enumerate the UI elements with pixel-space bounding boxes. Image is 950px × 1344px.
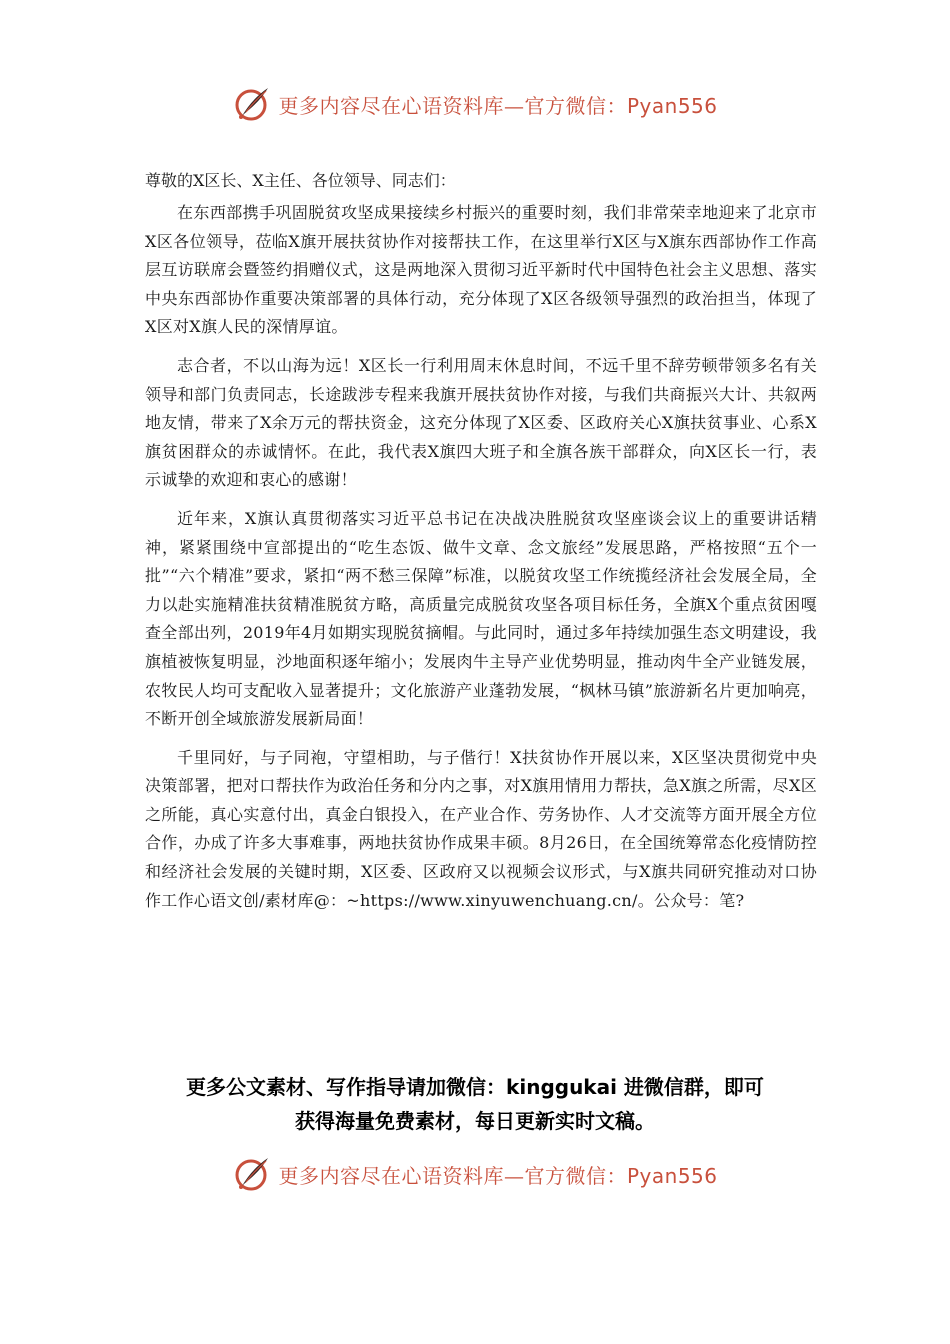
paragraph-3: 近年来，X旗认真贯彻落实习近平总书记在决战决胜脱贫攻坚座谈会议上的重要讲话精神，紧紧围绕中宣部提出的“吃生态饭、做牛文章、念文旅经”发展思路，严格按照“五个一批”“六个精准”要求，紧扣“两不愁三保障”标准，以脱贫攻坚工作统揽经济社会发展全局，全力以赴实施精准扶贫精准脱贫方略，高质量完成脱贫攻坚各项目标任务，全旗X个重点贫困嘎查全部出列，2019年4月如期实现脱贫摘帽。与此同时，通过多年持续加强生态文明建设，我旗植被恢复明显，沙地面积逐年缩小；发展肉牛主导产业优势明显，推动肉牛全产业链发展，农牧民人均可支配收入显著提升；文化旅游产业蓬勃发展，“枫林马镇”旅游新名片更加响亮，不断开创全域旅游发展新局面！	[145, 508, 817, 729]
header-banner	[0, 82, 950, 126]
banner-wechat-id: Pyan556	[626, 1163, 718, 1188]
banner-wechat-id: Pyan556	[626, 93, 718, 118]
banner-text	[278, 1160, 717, 1189]
salutation: 尊敬的X区长、X主任、各位领导、同志们：	[145, 171, 456, 190]
paragraph-4: 千里同好，与子同袍，守望相助，与子偕行！X扶贫协作开展以来，X区坚决贯彻党中央决策部署，把对口帮扶作为政治任务和分内之事，对X旗用情用力帮扶，急X旗之所需，尽X区之所能，真心实意付出，真金白银投入，在产业合作、劳务协作、人才交流等方面开展全方位合作，办成了许多大事难事，两地扶贫协作成果丰硕。8月26日，在全国统筹常态化疫情防控和经济社会发展的关键时期，X区委、区政府又以视频会议形式，与X旗共同研究推动对口协作工作心语文创/素材库@：~https://www.xinyuwenchuang.cn/。公众号：笔?	[145, 747, 817, 910]
paragraph-2: 志合者，不以山海为远！X区长一行利用周末休息时间，不远千里不辞劳顿带领多名有关领导和部门负责同志，长途跋涉专程来我旗开展扶贫协作对接，与我们共商振兴大计、共叙两地友情，带来了X余万元的帮扶资金，这充分体现了X区委、区政府关心X旗扶贫事业、心系X旗贫困群众的赤诚情怀。在此，我代表X旗四大班子和全旗各族干部群众，向X区长一行，表示诚挚的欢迎和衷心的感谢！	[145, 355, 817, 490]
quill-logo-icon	[232, 1154, 272, 1194]
banner-main-text: 更多内容尽在心语资料库—官方微信：	[278, 93, 627, 118]
banner-text	[278, 90, 717, 119]
promo-line-1: 更多公文素材、写作指导请加微信：kinggukai 进微信群，即可	[186, 1075, 764, 1099]
paragraph-1: 在东西部携手巩固脱贫攻坚成果接续乡村振兴的重要时刻，我们非常荣幸地迎来了北京市X区各位领导，莅临X旗开展扶贫协作对接帮扶工作，在这里举行X区与X旗东西部协作工作高层互访联席会暨签约捐赠仪式，这是两地深入贯彻习近平新时代中国特色社会主义思想、落实中央东西部协作重要决策部署的具体行动，充分体现了X区各级领导强烈的政治担当，体现了X区对X旗人民的深情厚谊。	[145, 203, 817, 337]
promo-line-2: 获得海量免费素材，每日更新实时文稿。	[295, 1109, 655, 1133]
banner-main-text: 更多内容尽在心语资料库—官方微信：	[278, 1163, 627, 1188]
quill-logo-icon	[232, 84, 272, 124]
footer-banner	[0, 1152, 950, 1196]
promo-notice	[120, 1070, 830, 1138]
letter-body	[145, 166, 817, 925]
